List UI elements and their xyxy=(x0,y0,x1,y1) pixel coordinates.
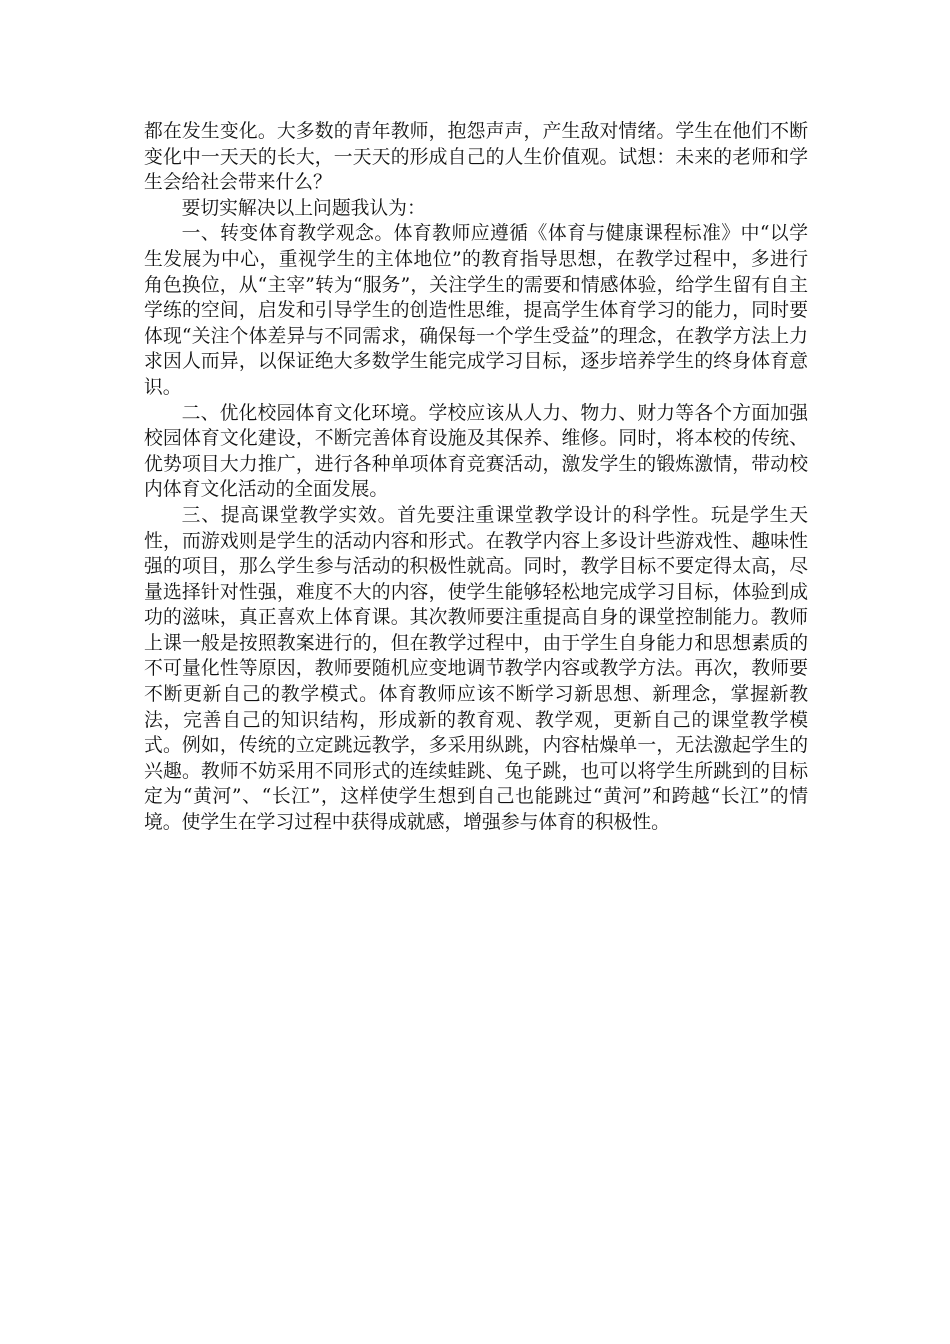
paragraph-point-one: 一、转变体育教学观念。体育教师应遵循《体育与健康课程标准》中“以学生发展为中心，重视学生的主体地位”的教育指导思想，在教学过程中，多进行角色换位，从“主宰”转为“服务”，关注学生的需要和情感体验，给学生留有自主学练的空间，启发和引导学生的创造性思维，提高学生体育学习的能力，同时要体现“关注个体差异与不同需求，确保每一个学生受益”的理念，在教学方法上力求因人而异，以保证绝大多数学生能完成学习目标，逐步培养学生的终身体育意识。 xyxy=(144,223,808,398)
paragraph-intro-continuation: 都在发生变化。大多数的青年教师，抱怨声声，产生敌对情绪。学生在他们不断变化中一天天的长大，一天天的形成自己的人生价值观。试想：未来的老师和学生会给社会带来什么？ xyxy=(144,121,808,194)
paragraph-point-three: 三、提高课堂教学实效。首先要注重课堂教学设计的科学性。玩是学生天性，而游戏则是学生的活动内容和形式。在教学内容上多设计些游戏性、趣味性强的项目，那么学生参与活动的积极性就高。同时，教学目标不要定得太高，尽量选择针对性强，难度不大的内容，使学生能够轻松地完成学习目标，体验到成功的滋味，真正喜欢上体育课。其次教师要注重提高自身的课堂控制能力。教师上课一般是按照教案进行的，但在教学过程中，由于学生自身能力和思想素质的不可量化性等原因，教师要随机应变地调节教学内容或教学方法。再次，教师要不断更新自己的教学模式。体育教师应该不断学习新思想、新理念，掌握新教法，完善自己的知识结构，形成新的教育观、教学观，更新自己的课堂教学模式。例如，传统的立定跳远教学，多采用纵跳，内容枯燥单一，无法激起学生的兴趣。教师不妨采用不同形式的连续蛙跳、兔子跳，也可以将学生所跳到的目标定为“黄河”、“长江”，这样使学生想到自己也能跳过“黄河”和跨越“长江”的情境。使学生在学习过程中获得成就感，增强参与体育的积极性。 xyxy=(144,504,808,834)
paragraph-solution-lead: 要切实解决以上问题我认为： xyxy=(181,197,426,219)
paragraph-point-two: 二、优化校园体育文化环境。学校应该从人力、物力、财力等各个方面加强校园体育文化建设，不断完善体育设施及其保养、维修。同时，将本校的传统、优势项目大力推广，进行各种单项体育竞赛活动，激发学生的锻炼激情，带动校内体育文化活动的全面发展。 xyxy=(144,402,808,501)
document-body xyxy=(144,119,808,836)
